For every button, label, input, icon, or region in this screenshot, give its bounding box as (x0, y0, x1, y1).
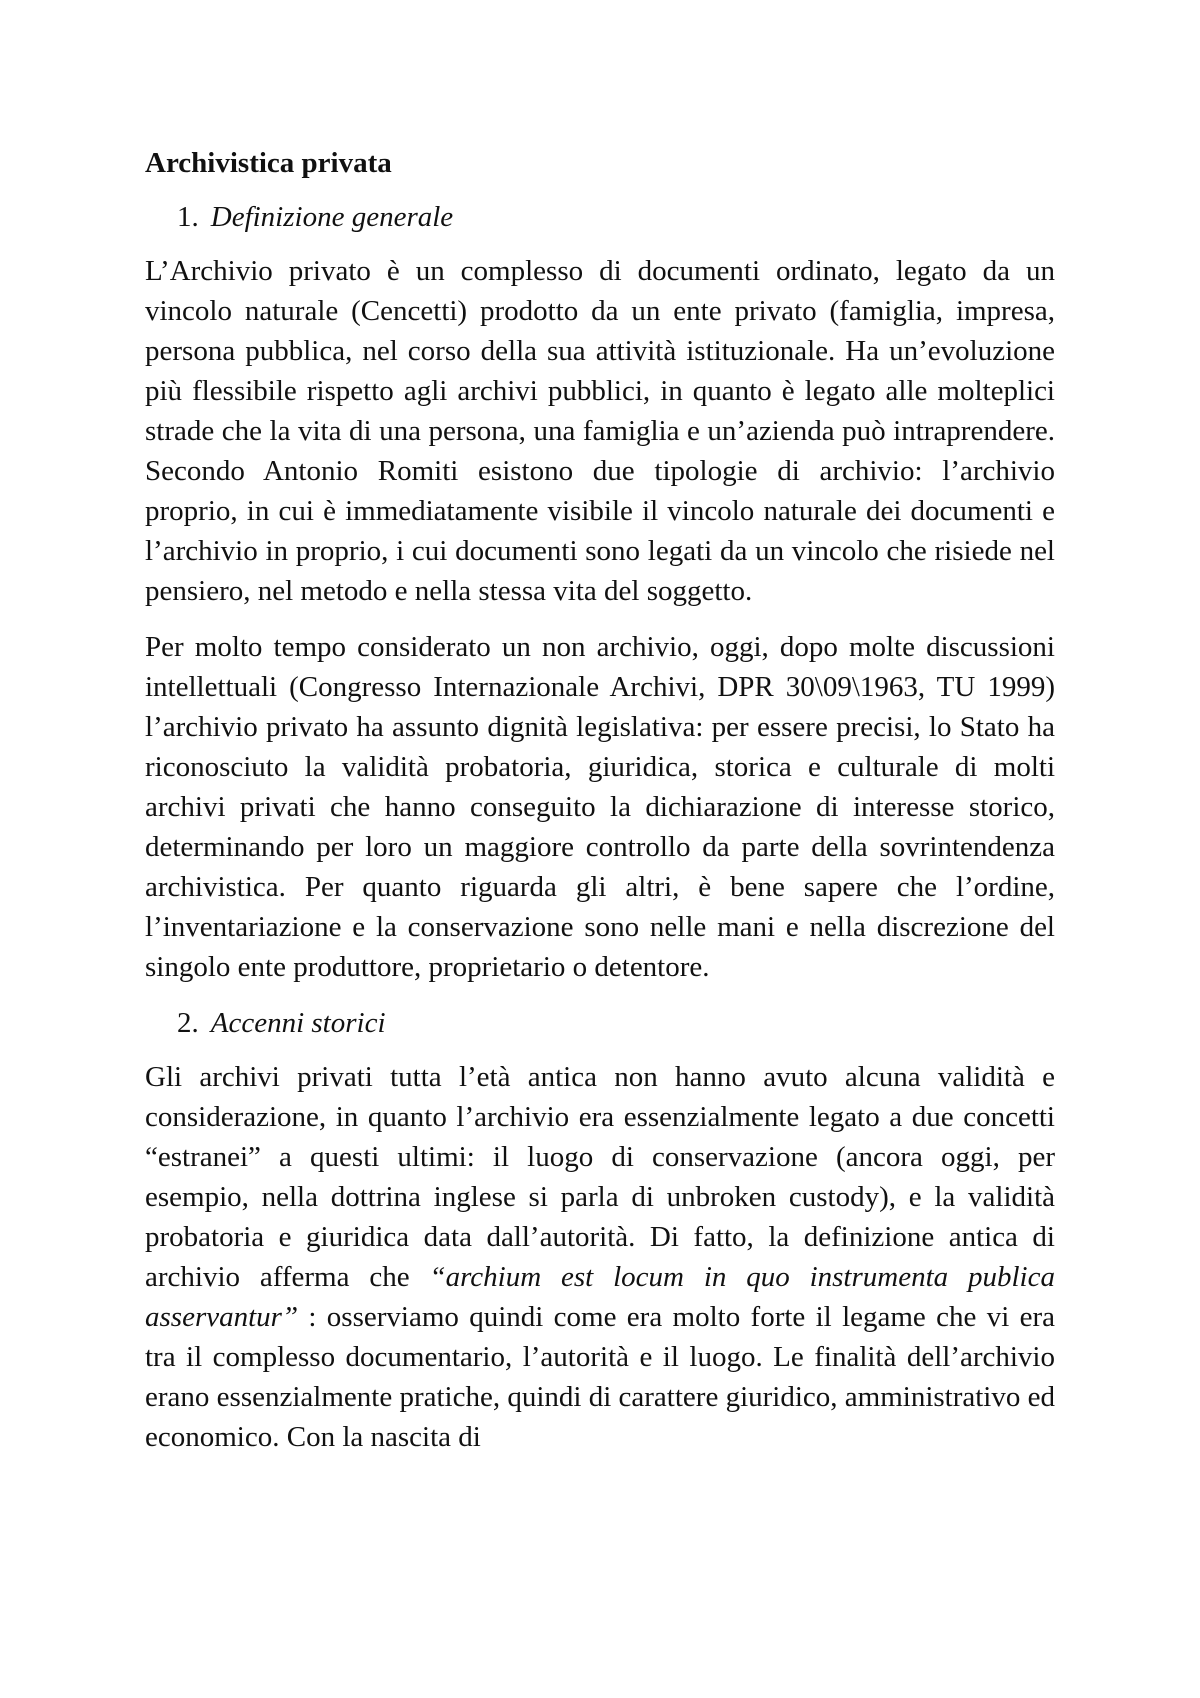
section-heading-definizione (145, 197, 1055, 237)
latin-quote: “archium est locum in quo instrumenta publica asservantur” (145, 1261, 1055, 1333)
section-heading-accenni (145, 1003, 1055, 1043)
paragraph-accenni-1 (145, 1057, 1055, 1457)
paragraph-definizione-2: Per molto tempo considerato un non archivio, oggi, dopo molte discussioni intellettuali (Congresso Internazionale Archivi, DPR 30\09\1963, TU 1999) l’archivio privato ha assunto dignità legislativa: per essere precisi, lo Stato ha riconosciuto la validità probatoria, giuridica, storica e culturale di molti archivi privati che hanno conseguito la dichiarazione di interesse storico, determinando per loro un maggiore controllo da parte della sovrintendenza archivistica. Per quanto riguarda gli altri, è bene sapere che l’ordine, l’inventariazione e la conservazione sono nelle mani e nella discrezione del singolo ente produttore, proprietario o detentore. (145, 631, 1055, 983)
document-title: Archivistica privata (145, 147, 392, 179)
section-number: 2. (177, 1007, 199, 1039)
section-heading-text: Definizione generale (210, 201, 454, 233)
document-page (145, 143, 1055, 1473)
paragraph-definizione-1: L’Archivio privato è un complesso di documenti ordinato, legato da un vincolo naturale (Cencetti) prodotto da un ente privato (famiglia, impresa, persona pubblica, nel corso della sua attività istituzionale. Ha un’evoluzione più flessibile rispetto agli archivi pubblici, in quanto è legato alle molteplici strade che la vita di una persona, una famiglia e un’azienda può intraprendere. Secondo Antonio Romiti esistono due tipologie di archivio: l’archivio proprio, in cui è immediatamente visibile il vincolo naturale dei documenti e l’archivio in proprio, i cui documenti sono legati da un vincolo che risiede nel pensiero, nel metodo e nella stessa vita del soggetto. (145, 255, 1055, 607)
section-heading-text: Accenni storici (210, 1007, 386, 1039)
paragraph-text-after-quote: : osserviamo quindi come era molto forte il legame che vi era tra il complesso documentario, l’autorità e il luogo. Le finalità dell’archivio erano essenzialmente pratiche, quindi di carattere giuridico, amministrativo ed economico. Con la nascita di (145, 1301, 1055, 1453)
paragraph-text-before-quote: Gli archivi privati tutta l’età antica non hanno avuto alcuna validità e considerazione, in quanto l’archivio era essenzialmente legato a due concetti “estranei” a questi ultimi: il luogo di conservazione (ancora oggi, per esempio, nella dottrina inglese si parla di unbroken custody), e la validità probatoria e giuridica data dall’autorità. Di fatto, la definizione antica di archivio afferma che (145, 1061, 1055, 1293)
section-number: 1. (177, 201, 199, 233)
